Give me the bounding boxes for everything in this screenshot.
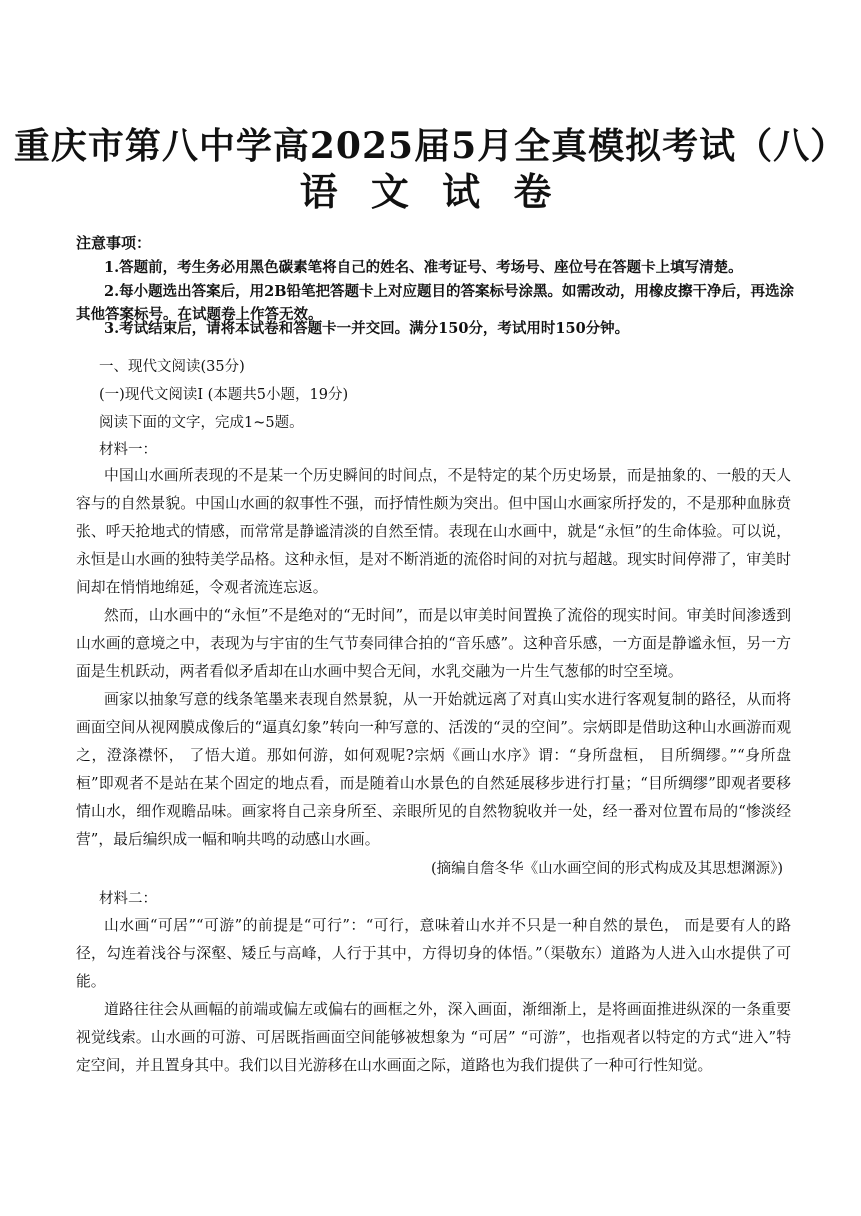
material1-paragraph-1: 中国山水画所表现的不是某一个历史瞬间的时间点，不是特定的某个历史场景，而是抽象的、一般的天人容与的自然景貌。中国山水画的叙事性不强，而抒情性颇为突出。但中国山水画家所抒发的，不是那种血脉贲张、呼天抢地式的情感，而常常是静谧清淡的自然至情。表现在山水画中，就是“永恒”的生命体验。可以说，永恒是山水画的独特美学品格。这种永恒，是对不断消逝的流俗时间的对抗与超越。现实时间停滞了，审美时间却在悄悄地绵延，令观者流连忘返。 (76, 467, 791, 596)
notice-heading: 注意事项： (76, 234, 152, 252)
section-part-heading: 一、现代文阅读(35分) (99, 359, 245, 375)
material2-paragraph-2: 道路往往会从画幅的前端或偏左或偏右的画框之外，深入画面，渐细渐上，是将画面推进纵深的一条重要视觉线索。山水画的可游、可居既指画面空间能够被想象为 “可居” “可游”，也指观者以特定的方式“进入”特定空间，并且置身其中。我们以目光游移在山水画面之际，道路也为我们提供了一种可行性知觉。 (76, 1001, 791, 1074)
notice-item-1: 1.答题前，考生务必用黑色碳素笔将自己的姓名、准考证号、考场号、座位号在答题卡上填写清楚。 (104, 259, 743, 276)
material1-paragraph-3: 画家以抽象写意的线条笔墨来表现自然景貌，从一开始就远离了对真山实水进行客观复制的路径，从而将画面空间从视网膜成像后的“逼真幻象”转向一种写意的、活泼的“灵的空间”。宗炳即是借助这种山水画游而观之，澄涤襟怀， 了悟大道。那如何游，如何观呢?宗炳《画山水序》谓：“身所盘桓， 目所绸缪。”“身所盘桓”即观者不是站在某个固定的地点看，而是随着山水景色的自然延展移步进行打量；“目所绸缪”即观者要移情山水，细作观瞻品味。画家将自己亲身所至、亲眼所见的自然物貌收并一处，经一番对位置布局的“惨淡经营”，最后编织成一幅和响共鸣的动感山水画。 (76, 691, 791, 848)
exam-subtitle: 语 文 试 卷 (299, 169, 562, 214)
material2-paragraph-1: 山水画“可居”“可游”的前提是“可行”：“可行，意味着山水并不只是一种自然的景色， 而是要有人的路径，勾连着浅谷与深壑、矮丘与高峰，人行于其中，方得切身的体悟。”（渠敬东）道路为人进入山水提供了可能。 (76, 917, 791, 990)
material2-label: 材料二： (99, 891, 157, 907)
notice-item-2: 2.每小题选出答案后，用2B铅笔把答题卡上对应题目的答案标号涂黑。如需改动，用橡皮擦干净后，再选涂其他答案标号。在试题卷上作答无效。 (76, 283, 794, 323)
material1-source: (摘编自詹冬华《山水画空间的形式构成及其思想渊源》) (430, 861, 783, 877)
section-sub-heading: (一)现代文阅读Ⅰ (本题共5小题，19分) (99, 387, 349, 403)
material1-label: 材料一： (99, 442, 157, 458)
notice-item-3: 3.考试结束后，请将本试卷和答题卡一并交回。满分150分，考试用时150分钟。 (104, 320, 630, 337)
exam-title: 重庆市第八中学高2025届5月全真模拟考试（八） (13, 125, 848, 167)
material1-paragraph-2: 然而，山水画中的“永恒”不是绝对的“无时间”，而是以审美时间置换了流俗的现实时间。审美时间渗透到山水画的意境之中，表现为与宇宙的生气节奏同律合拍的“音乐感”。这种音乐感，一方面是静谧永恒，另一方面是生机跃动，两者看似矛盾却在山水画中契合无间，水乳交融为一片生气葱郁的时空至境。 (76, 607, 791, 680)
reading-instruction: 阅读下面的文字，完成1~5题。 (99, 415, 304, 431)
